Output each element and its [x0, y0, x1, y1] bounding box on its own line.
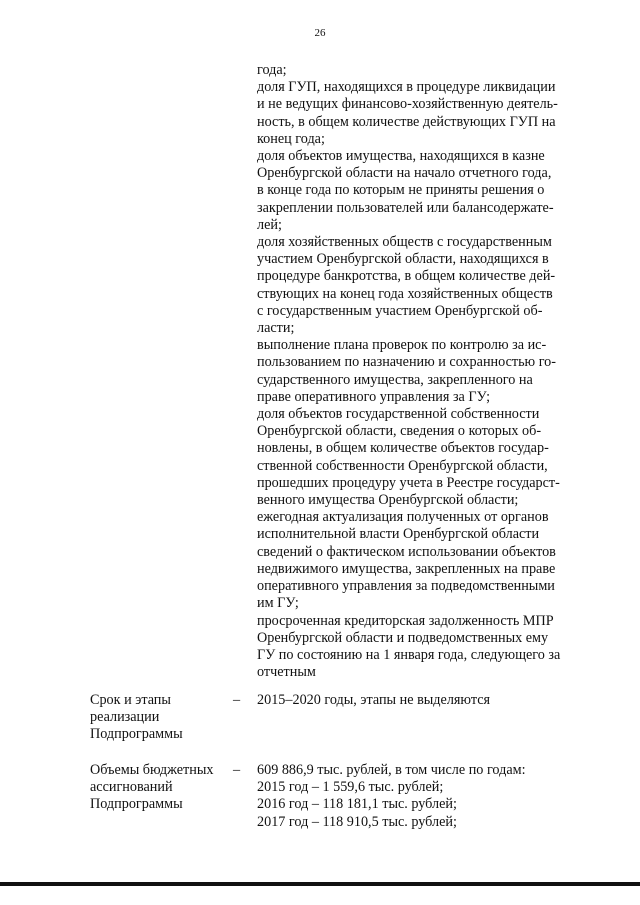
indicators-line: закреплении пользователей или балансодержате- — [257, 199, 554, 216]
indicators-line: конец года; — [257, 130, 325, 147]
indicators-line: с государственным участием Оренбургской об- — [257, 302, 543, 319]
indicators-line: ность, в общем количестве действующих ГУП на — [257, 113, 556, 130]
indicators-line: им ГУ; — [257, 595, 299, 612]
indicators-line: ствующих на конец года хозяйственных обществ — [257, 285, 553, 302]
indicators-line: года; — [257, 62, 287, 78]
period-value — [257, 692, 587, 709]
indicators-line: ГУ по состоянию на 1 января года, следующего за — [257, 646, 561, 663]
indicators-line: доля объектов имущества, находящихся в казне — [257, 148, 545, 165]
indicators-line: венного имущества Оренбургской области; — [257, 492, 519, 509]
budget-value — [257, 762, 587, 831]
indicators-line: праве оперативного управления за ГУ; — [257, 388, 491, 405]
indicators-line: сведений о фактическом использовании объектов — [257, 543, 556, 560]
budget-label — [90, 762, 230, 814]
indicators-line: и не ведущих финансово-хозяйственную деятель- — [257, 96, 558, 113]
indicators-line: процедуре банкротства, в общем количестве дей- — [257, 268, 556, 285]
budget-label-line: ассигнований — [90, 779, 173, 796]
indicators-line: Оренбургской области и подведомственных ему — [257, 629, 549, 646]
indicators-line: пользованием по назначению и сохранностью го- — [257, 354, 556, 371]
period-label-line: Подпрограммы — [90, 726, 183, 743]
bottom-rule — [0, 882, 640, 886]
indicators-line: недвижимого имущества, закрепленных на праве — [257, 560, 556, 577]
indicators-list — [257, 62, 587, 681]
budget-dash: – — [233, 762, 241, 778]
indicators-line: Оренбургской области, сведения о которых об- — [257, 423, 542, 440]
indicators-line: доля ГУП, находящихся в процедуре ликвидации — [257, 79, 556, 96]
period-label — [90, 692, 230, 744]
indicators-line: ласти; — [257, 320, 295, 337]
indicators-line: лей; — [257, 216, 282, 233]
indicators-line: оперативного управления за подведомственными — [257, 578, 555, 595]
period-label-line: реализации — [90, 709, 160, 726]
page-number: 26 — [314, 27, 326, 39]
indicators-line: прошедших процедуру учета в Реестре государст- — [257, 474, 560, 491]
indicators-line: ежегодная актуализация полученных от органов — [257, 509, 549, 526]
indicators-line: исполнительной власти Оренбургской области — [257, 526, 540, 543]
period-label-line: Срок и этапы — [90, 692, 171, 708]
indicators-line: доля объектов государственной собственности — [257, 406, 540, 423]
indicators-line: сударственного имущества, закрепленного на — [257, 371, 533, 388]
indicators-line: ственной собственности Оренбургской области, — [257, 457, 548, 474]
budget-value-line: 2015 год – 1 559,6 тыс. рублей; — [257, 779, 444, 796]
indicators-line: Оренбургской области на начало отчетного года, — [257, 165, 552, 182]
indicators-line: новлены, в общем количестве объектов государ- — [257, 440, 549, 457]
indicators-line: отчетным — [257, 664, 316, 681]
budget-value-line: 609 886,9 тыс. рублей, в том числе по годам: — [257, 762, 526, 778]
period-value-line: 2015–2020 годы, этапы не выделяются — [257, 692, 491, 708]
indicators-line: участием Оренбургской области, находящихся в — [257, 251, 549, 268]
indicators-line: просроченная кредиторская задолженность МПР — [257, 612, 554, 629]
indicators-line: в конце года по которым не приняты решения о — [257, 182, 545, 199]
budget-value-line: 2017 год – 118 910,5 тыс. рублей; — [257, 813, 457, 830]
budget-label-line: Подпрограммы — [90, 796, 183, 813]
budget-value-line: 2016 год – 118 181,1 тыс. рублей; — [257, 796, 457, 813]
budget-label-line: Объемы бюджетных — [90, 762, 214, 778]
period-dash: – — [233, 692, 241, 708]
indicators-line: доля хозяйственных обществ с государственным — [257, 234, 552, 251]
indicators-line: выполнение плана проверок по контролю за ис- — [257, 337, 547, 354]
